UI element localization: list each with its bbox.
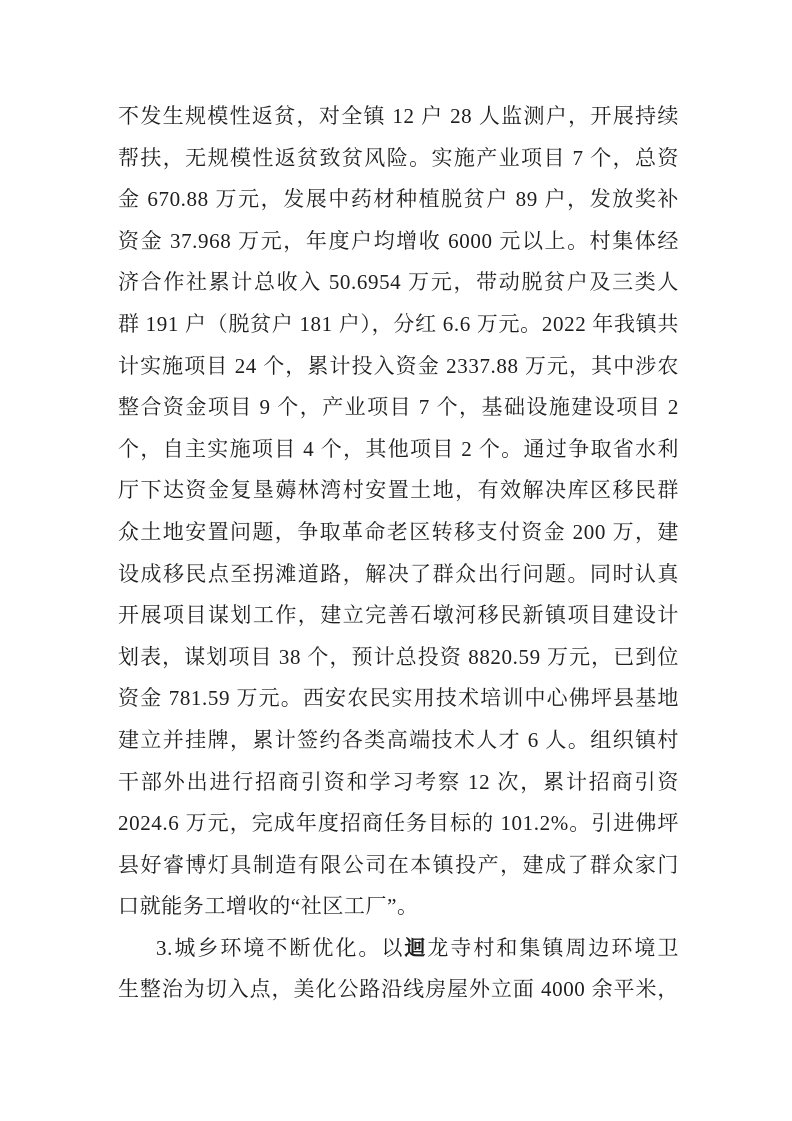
text-line: 资金 781.59 万元。西安农民实用技术培训中心佛坪县基地 xyxy=(118,686,679,711)
text-line: 金 670.88 万元，发展中药材种植脱贫户 89 户，发放奖补 xyxy=(118,187,679,212)
fallback-font-char: 迴 xyxy=(404,935,428,960)
text-line: 计实施项目 24 个，累计投入资金 2337.88 万元，其中涉农 xyxy=(118,353,679,378)
text-line: 干部外出进行招商引资和学习考察 12 次，累计招商引资 xyxy=(118,769,679,794)
text-line: 群 191 户（脱贫户 181 户），分红 6.6 万元。2022 年我镇共 xyxy=(118,311,679,336)
paragraph-3-heading-text: 3.城乡环境不断优化。以 xyxy=(156,935,405,960)
text-line: 厅下达资金复垦薅林湾村安置土地，有效解决库区移民群 xyxy=(118,478,679,503)
text-line: 设成移民点至拐滩道路，解决了群众出行问题。同时认真 xyxy=(118,561,679,586)
text-line: 生整治为切入点，美化公路沿线房屋外立面 4000 余平米， xyxy=(118,977,679,1002)
text-line: 建立并挂牌，累计签约各类高端技术人才 6 人。组织镇村 xyxy=(118,727,679,752)
text-line: 划表，谋划项目 38 个，预计总投资 8820.59 万元，已到位 xyxy=(118,644,679,669)
text-line: 不发生规模性返贫，对全镇 12 户 28 人监测户，开展持续 xyxy=(118,104,679,128)
text-line: 济合作社累计总收入 50.6954 万元，带动脱贫户及三类人 xyxy=(118,270,679,295)
text-line: 资金 37.968 万元，年度户均增收 6000 元以上。村集体经 xyxy=(118,228,679,253)
text-line: 2024.6 万元，完成年度招商任务目标的 101.2%。引进佛坪 xyxy=(118,811,679,836)
text-line: 整合资金项目 9 个，产业项目 7 个，基础设施建设项目 2 xyxy=(118,395,679,420)
text-line-paragraph-end: 口就能务工增收的“社区工厂”。 xyxy=(118,894,419,919)
document-body-text xyxy=(118,96,679,1011)
text-line: 个，自主实施项目 4 个，其他项目 2 个。通过争取省水利 xyxy=(118,436,679,461)
text-line: 开展项目谋划工作，建立完善石墩河移民新镇项目建设计 xyxy=(118,603,679,628)
text-line: 帮扶，无规模性返贫致贫风险。实施产业项目 7 个，总资 xyxy=(118,145,679,170)
text-line: 县好睿博灯具制造有限公司在本镇投产，建成了群众家门 xyxy=(118,852,679,877)
text-line: 众土地安置问题，争取革命老区转移支付资金 200 万，建 xyxy=(118,519,679,544)
paragraph-3-text: 龙寺村和集镇周边环境卫 xyxy=(427,935,679,960)
paragraph-3-first-line xyxy=(118,928,679,970)
